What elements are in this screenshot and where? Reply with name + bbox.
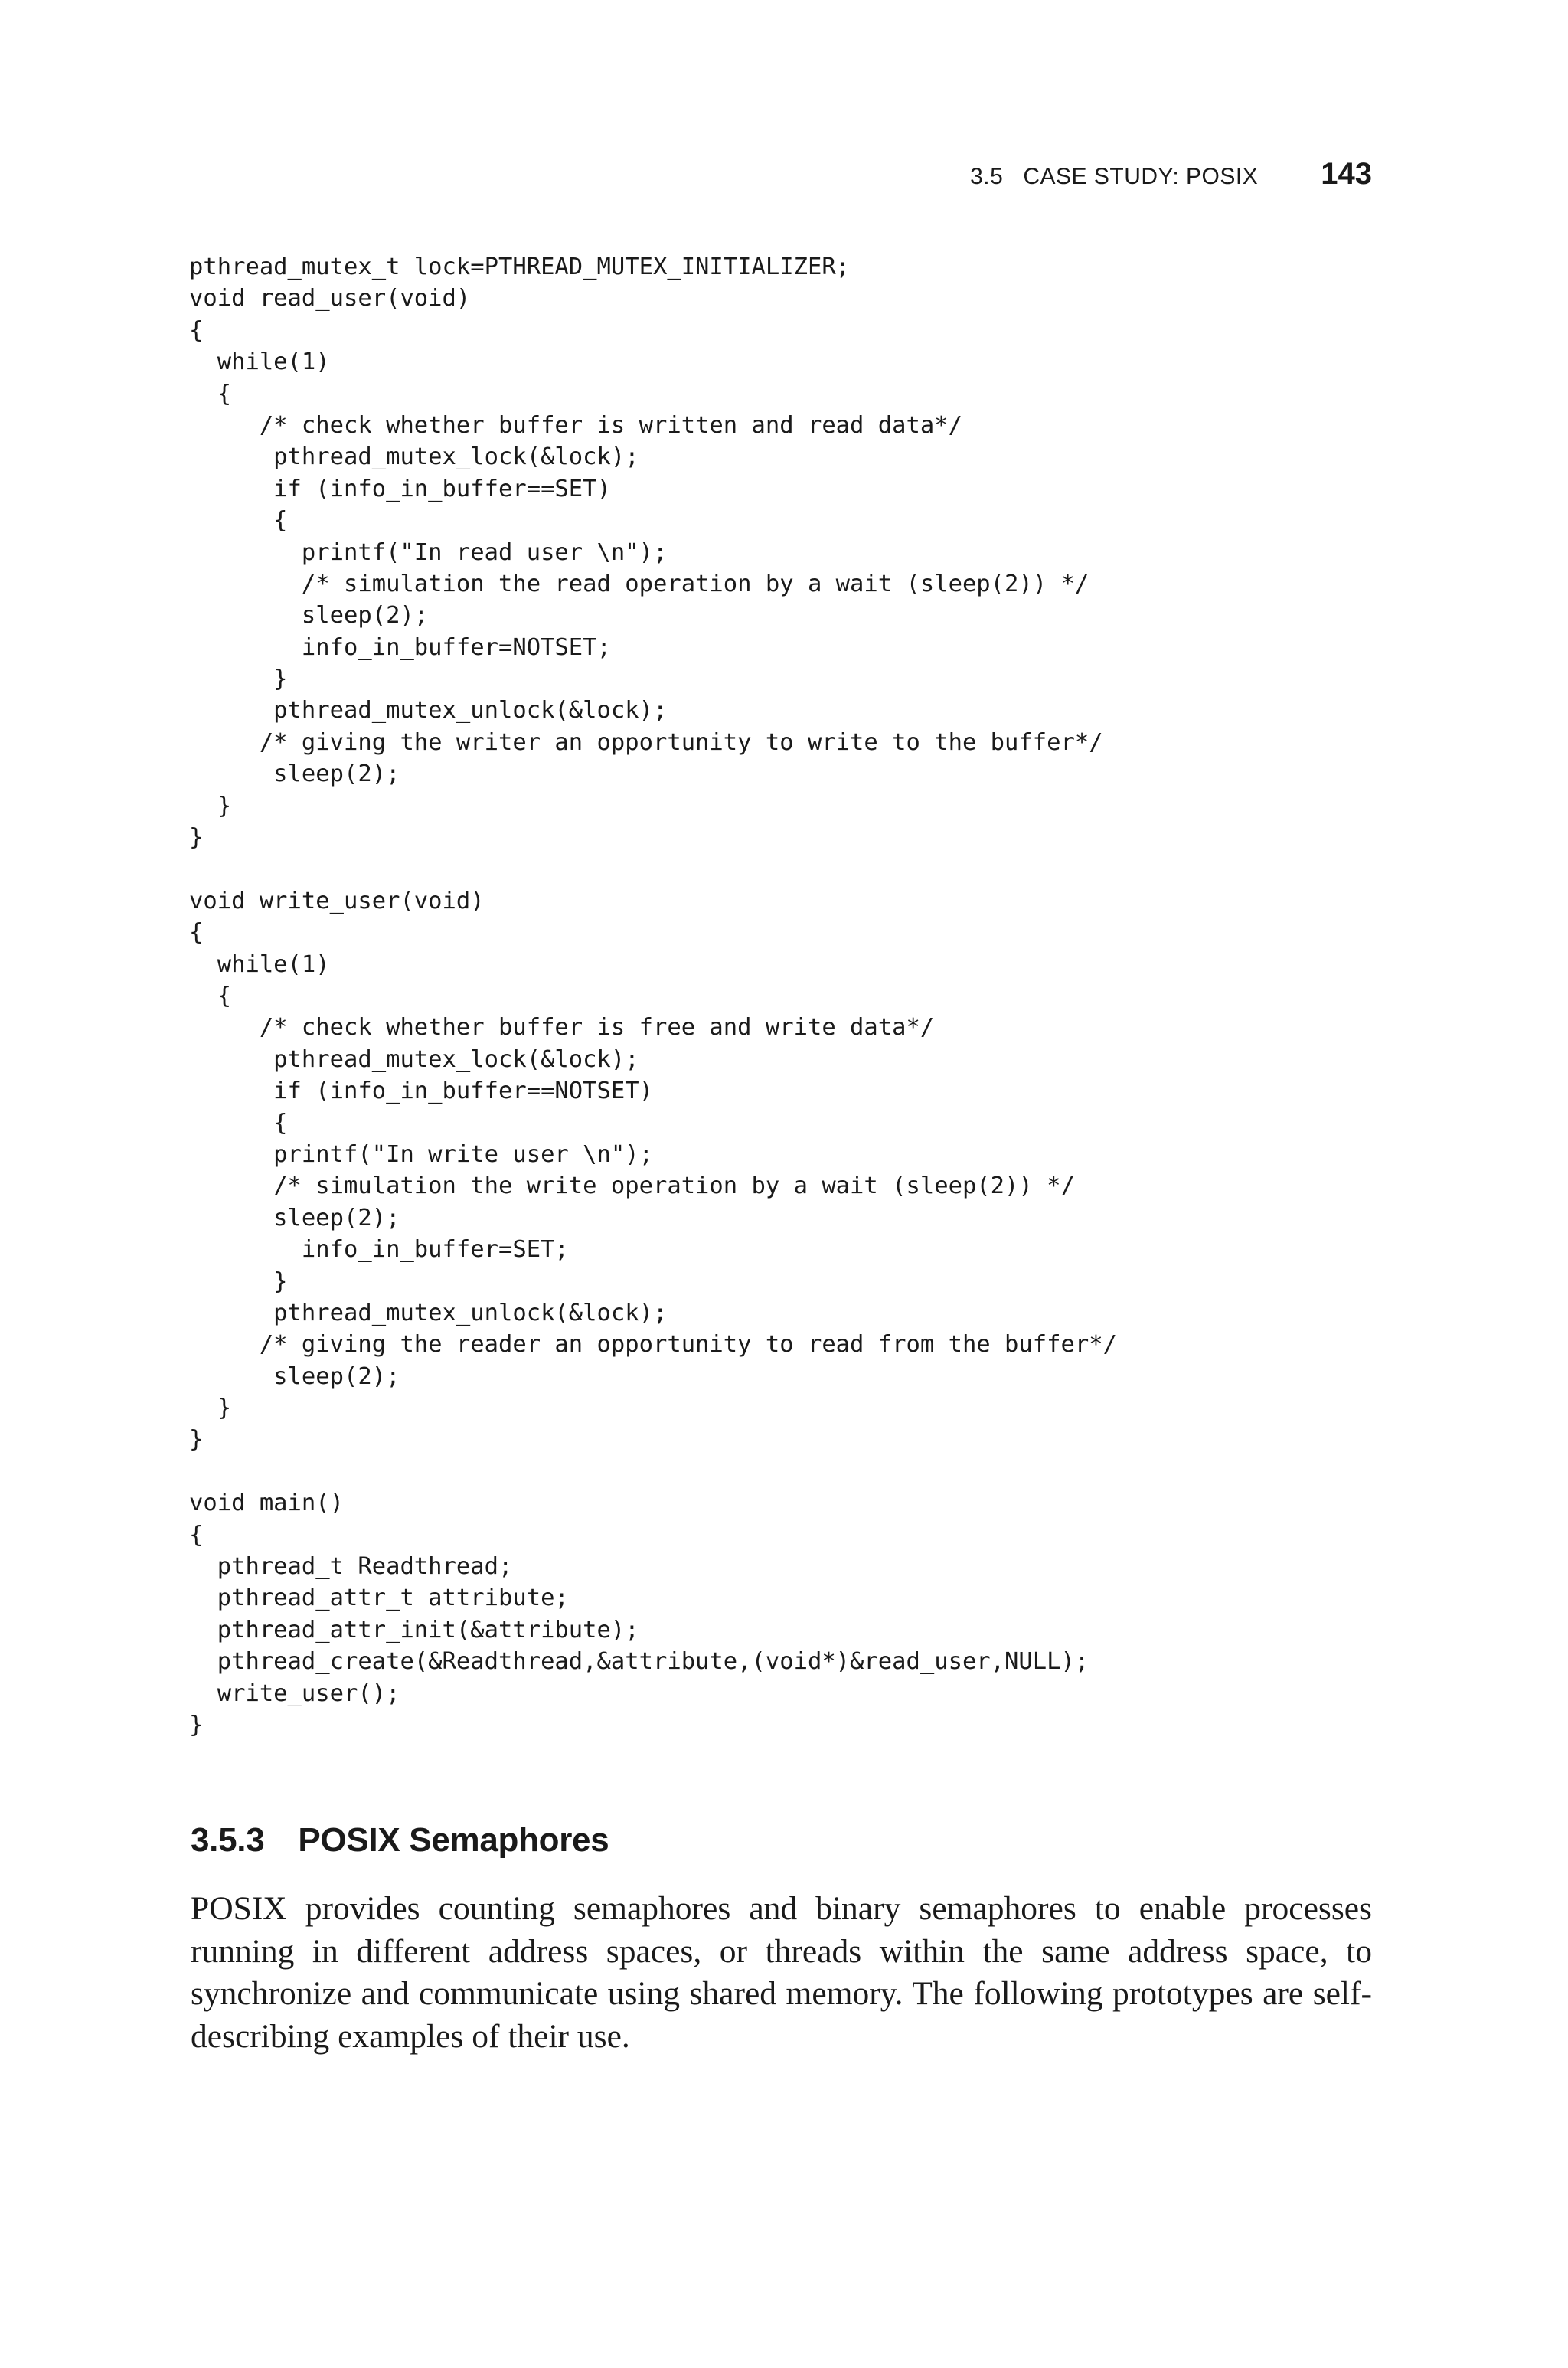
code-line: if (info_in_buffer==NOTSET) <box>189 1078 653 1105</box>
code-line: { <box>189 982 232 1009</box>
code-line: /* giving the reader an opportunity to read from the buffer*/ <box>189 1331 1117 1359</box>
code-line: void main() <box>189 1490 344 1517</box>
code-line: { <box>189 507 288 535</box>
code-line: { <box>189 380 232 407</box>
code-line: pthread_mutex_unlock(&lock); <box>189 697 668 724</box>
code-line: sleep(2); <box>189 1362 400 1390</box>
page-number: 143 <box>1321 157 1372 191</box>
code-line: } <box>189 1711 204 1738</box>
section-number: 3.5.3 <box>191 1821 265 1859</box>
code-line <box>189 1456 1117 1487</box>
code-line: pthread_create(&Readthread,&attribute,(void*)&read_user,NULL); <box>189 1648 1089 1676</box>
code-line: } <box>189 1426 204 1454</box>
code-line <box>189 853 1117 885</box>
code-line: { <box>189 316 204 344</box>
running-head-section-title: CASE STUDY: POSIX <box>1023 164 1259 189</box>
code-line: void read_user(void) <box>189 285 471 312</box>
code-line: pthread_attr_t attribute; <box>189 1585 569 1612</box>
code-line: write_user(); <box>189 1680 400 1707</box>
section-title: POSIX Semaphores <box>298 1821 609 1859</box>
code-line: { <box>189 1521 204 1549</box>
code-line: sleep(2); <box>189 1204 400 1231</box>
code-line: info_in_buffer=NOTSET; <box>189 633 611 661</box>
code-line: /* simulation the read operation by a wait (sleep(2)) */ <box>189 570 1089 597</box>
code-line: } <box>189 1395 232 1422</box>
running-head <box>970 157 1372 191</box>
code-line: pthread_mutex_lock(&lock); <box>189 443 639 471</box>
code-line: void write_user(void) <box>189 887 485 914</box>
code-line: } <box>189 1267 288 1295</box>
code-listing <box>189 251 1117 1741</box>
running-head-section <box>970 164 1258 190</box>
code-line: while(1) <box>189 348 330 376</box>
code-line: sleep(2); <box>189 602 429 630</box>
code-line: /* check whether buffer is free and write data*/ <box>189 1014 935 1042</box>
code-line: } <box>189 824 204 852</box>
code-line: pthread_mutex_lock(&lock); <box>189 1045 639 1073</box>
code-line: pthread_mutex_unlock(&lock); <box>189 1299 668 1326</box>
code-line: } <box>189 792 232 819</box>
code-line: pthread_mutex_t lock=PTHREAD_MUTEX_INITIALIZER; <box>189 253 851 280</box>
running-head-section-number: 3.5 <box>970 164 1004 189</box>
code-line: } <box>189 666 288 693</box>
code-line: while(1) <box>189 950 330 978</box>
code-line: pthread_t Readthread; <box>189 1553 513 1581</box>
code-line: { <box>189 919 204 947</box>
body-paragraph: POSIX provides counting semaphores and binary semaphores to enable processes running in different address spaces, or threads within the same address space, to synchronize and communicate using shared memory. The following prototypes are self-describing examples of their use. <box>191 1890 1372 2055</box>
code-line: /* simulation the write operation by a wait (sleep(2)) */ <box>189 1173 1075 1200</box>
code-line: pthread_attr_init(&attribute); <box>189 1616 639 1644</box>
code-line: if (info_in_buffer==SET) <box>189 475 611 502</box>
code-line: sleep(2); <box>189 760 400 788</box>
code-line: info_in_buffer=SET; <box>189 1236 569 1264</box>
code-line: /* giving the writer an opportunity to write to the buffer*/ <box>189 728 1103 756</box>
code-line: printf("In read user \n"); <box>189 538 668 566</box>
code-line: /* check whether buffer is written and read data*/ <box>189 411 962 439</box>
code-line: { <box>189 1109 288 1137</box>
code-line: printf("In write user \n"); <box>189 1140 653 1168</box>
section-heading <box>191 1821 609 1859</box>
